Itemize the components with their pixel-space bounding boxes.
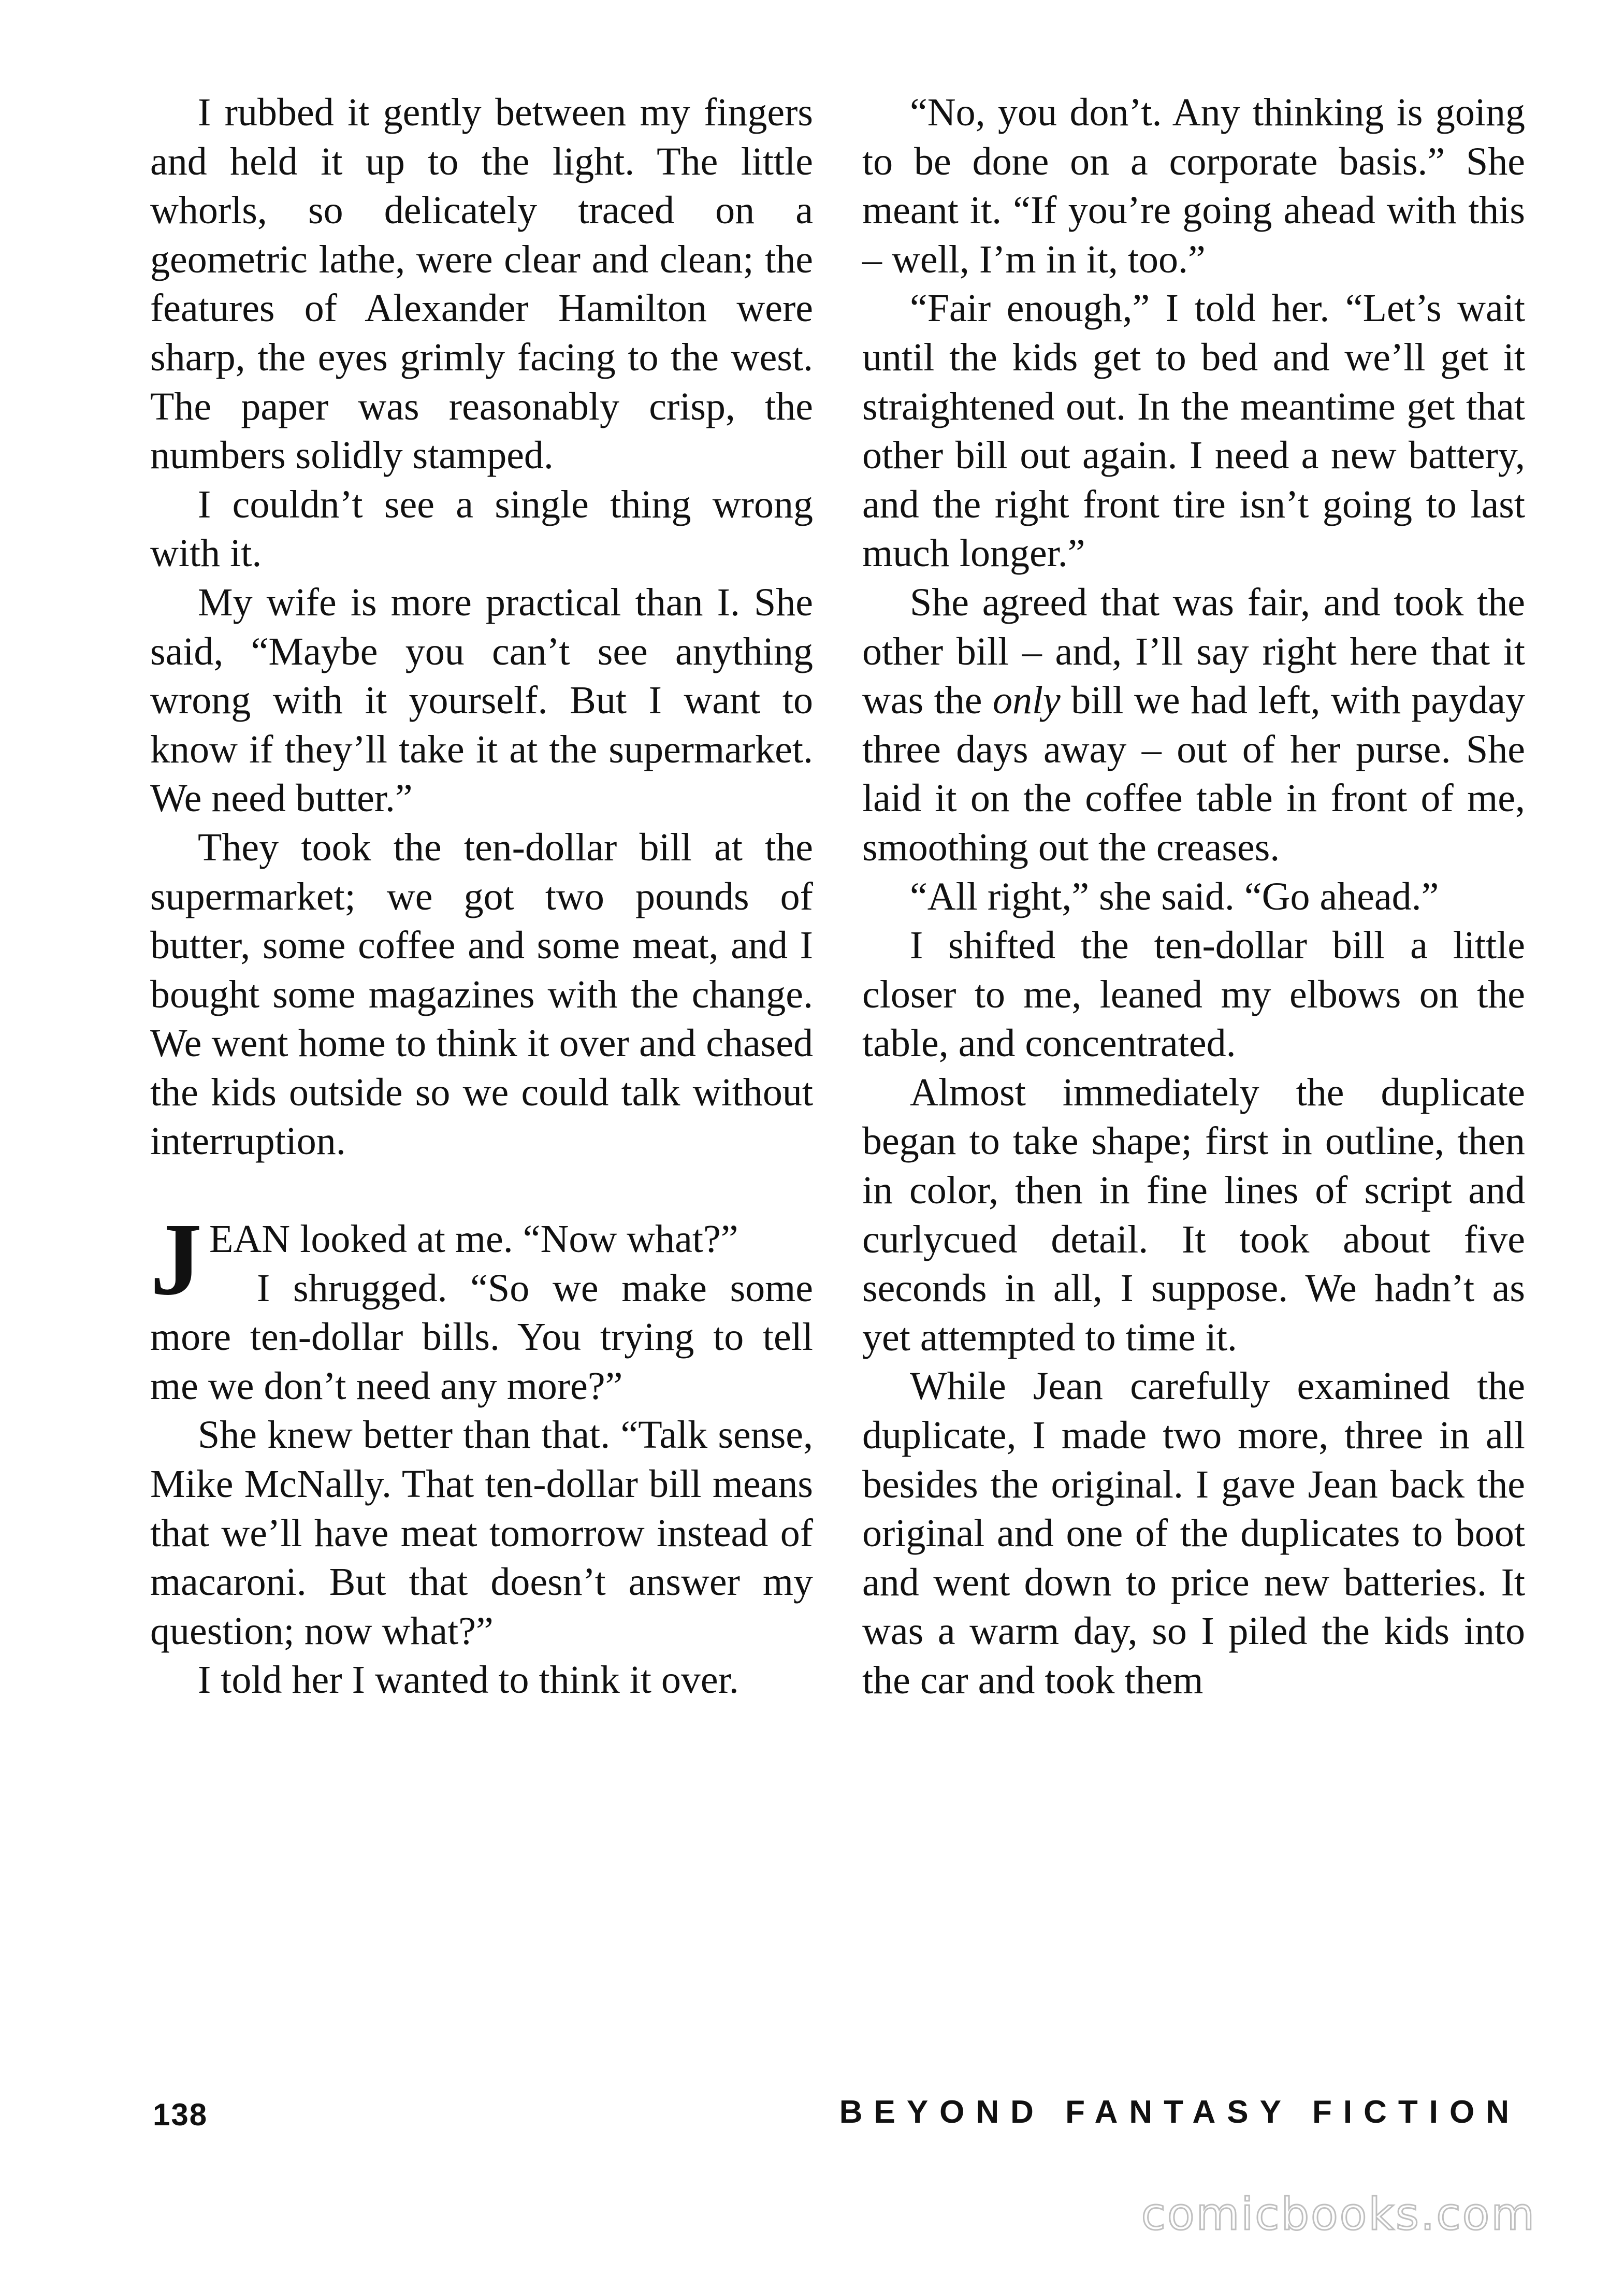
paragraph: “No, you don’t. Any thinking is going to be done on a corporate basis.” She meant it. “If you’re going ahead with this – well, I’m in it, too.” bbox=[862, 91, 1525, 281]
left-text-column bbox=[150, 88, 813, 1705]
running-title: BEYOND FANTASY FICTION bbox=[839, 2094, 1520, 2130]
paragraph: While Jean carefully examined the duplicate, I made two more, three in all besides the original. I gave Jean back the original and one of the duplicates to boot and went down to price new batteries. It was a warm day, so I piled the kids into the car and took them bbox=[862, 1364, 1525, 1702]
lead-in: EAN bbox=[209, 1217, 291, 1261]
drop-cap: J bbox=[150, 1202, 202, 1317]
page-number: 138 bbox=[153, 2097, 208, 2132]
section-opening-paragraph bbox=[150, 1202, 813, 1317]
paragraph: Almost immediately the duplicate began to take shape; first in outline, then in color, then in fine lines of script and curlycued detail. It took about five seconds in all, I suppose. We hadn’t as yet attempted to time it. bbox=[862, 1070, 1525, 1359]
paragraph: I couldn’t see a single thing wrong with it. bbox=[150, 482, 813, 575]
italic-word: only bbox=[992, 679, 1061, 723]
paragraph-with-italic bbox=[862, 578, 1525, 872]
paragraph: “All right,” she said. “Go ahead.” bbox=[910, 874, 1439, 918]
paragraph: I shrugged. “So we make some more ten-dollar bills. You trying to tell me we don’t need any more?” bbox=[150, 1266, 813, 1408]
paragraph: She knew better than that. “Talk sense, Mike McNally. That ten-dollar bill means that we’ll have meat tomorrow instead of macaroni. But that doesn’t answer my question; now what?” bbox=[150, 1413, 813, 1653]
section-opening-text: looked at me. “Now what?” bbox=[290, 1217, 738, 1261]
paragraph: My wife is more practical than I. She said, “Maybe you can’t see anything wrong with it yourself. But I want to know if they’ll take it at the supermarket. We need butter.” bbox=[150, 580, 813, 820]
paragraph: “Fair enough,” I told her. “Let’s wait until the kids get to bed and we’ll get it straightened out. In the meantime get that other bill out again. I need a new battery, and the right front tire isn’t going to last much longer.” bbox=[862, 286, 1525, 575]
paragraph: I told her I wanted to think it over. bbox=[198, 1658, 739, 1702]
paragraph: They took the ten-dollar bill at the supermarket; we got two pounds of butter, some coffee and some meat, and I bought some magazines with the change. We went home to think it over and chased the kids outside so we could talk without interruption. bbox=[150, 825, 813, 1163]
watermark: comicbooks.com bbox=[1141, 2188, 1536, 2240]
paragraph: I rubbed it gently between my fingers and held it up to the light. The little whorls, so delicately traced on a geometric lathe, were clear and clean; the features of Alexander Hamilton were sharp, the eyes grimly facing to the west. The paper was reasonably crisp, the numbers solidly stamped. bbox=[150, 91, 813, 478]
text-run: She agreed that was fair, and took the other bill – and, I’ll say right here that it was the bbox=[862, 580, 1525, 723]
text-run: bill we had left, with payday three days away – out of her purse. She laid it on the coffee table in front of me, smoothing out the creases. bbox=[862, 679, 1526, 869]
right-text-column bbox=[862, 88, 1525, 1705]
paragraph: I shifted the ten-dollar bill a little closer to me, leaned my elbows on the table, and concentrated. bbox=[862, 924, 1525, 1065]
